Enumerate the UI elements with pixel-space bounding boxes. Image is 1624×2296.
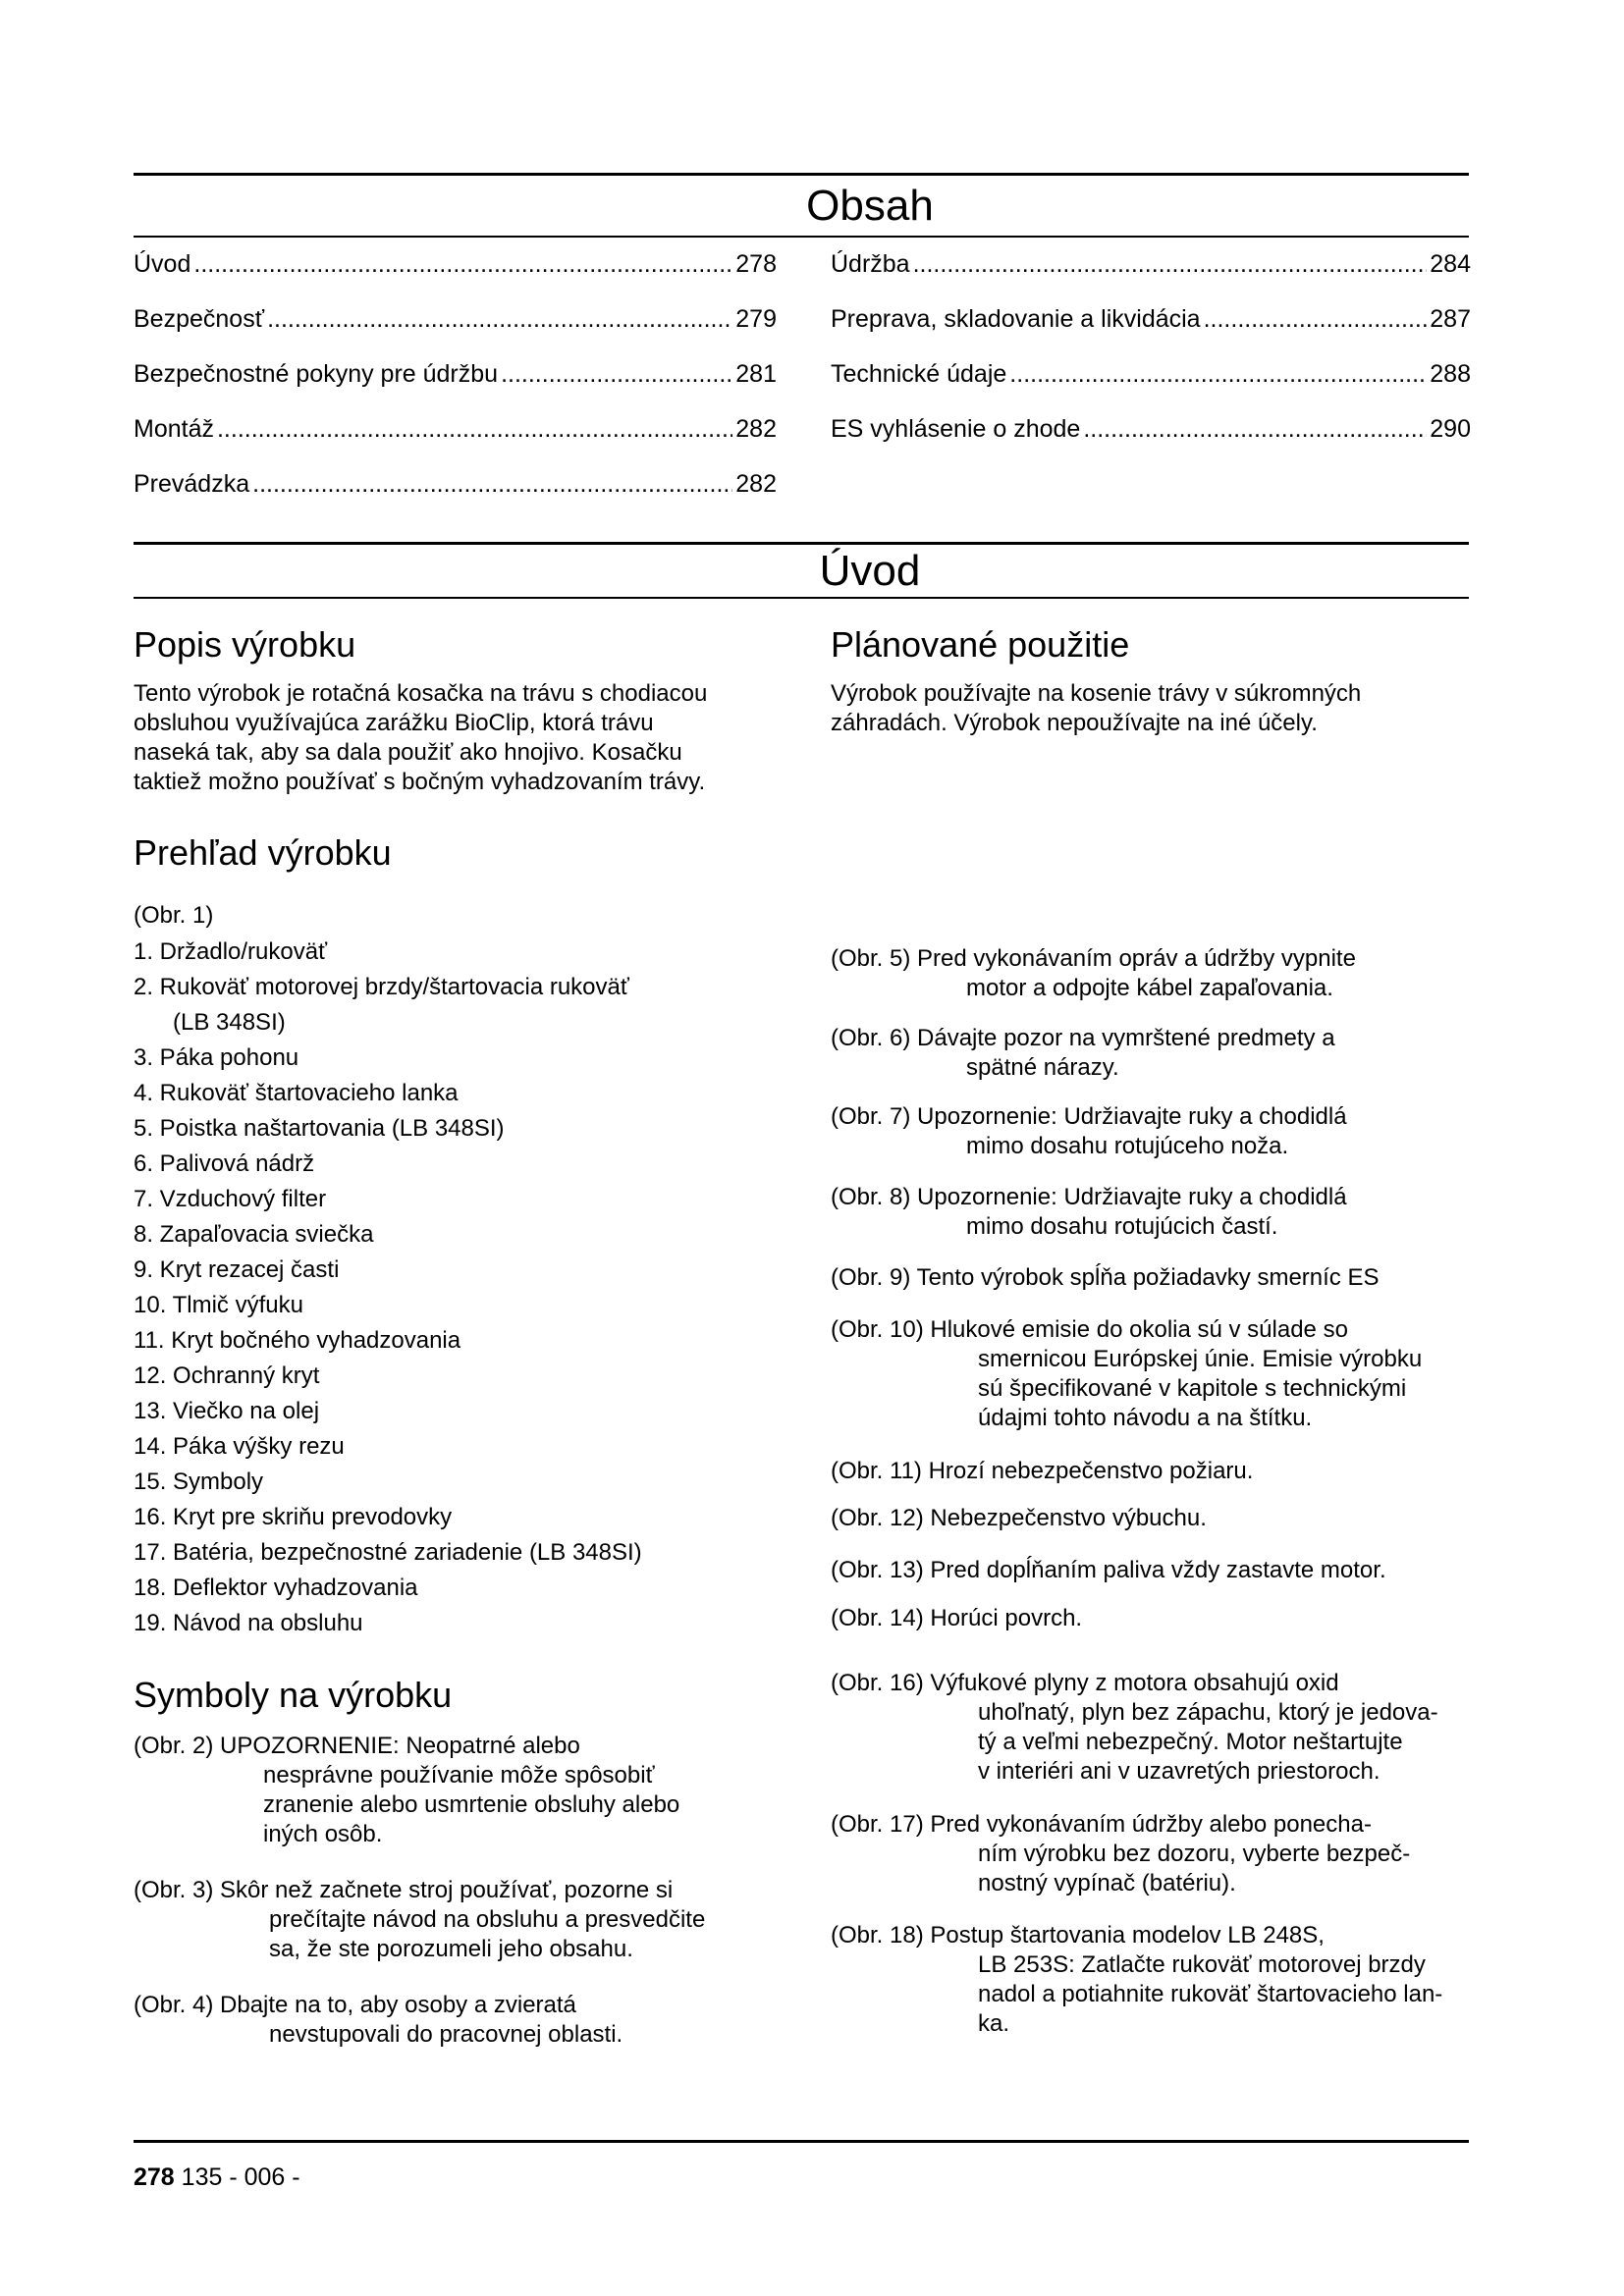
- symbol-entry: [831, 944, 1356, 1003]
- list-item: 19. Návod na obsluhu: [134, 1610, 363, 1636]
- symbol-entry-lead: (Obr. 12) Nebezpečenstvo výbuchu.: [831, 1505, 1207, 1531]
- text-line: taktiež možno používať s bočným vyhadzovaním trávy.: [134, 769, 706, 795]
- intro-title: Úvod: [819, 547, 921, 595]
- symbol-entry-line: nesprávne používanie môže spôsobiť: [263, 1762, 655, 1789]
- symbol-entry-lead: (Obr. 5) Pred vykonávaním opráv a údržby vypnite: [831, 945, 1356, 972]
- planovane-heading: Plánované použitie: [831, 624, 1130, 665]
- symbol-entry: [831, 1024, 1335, 1083]
- toc-leader-dots: [1009, 360, 1427, 389]
- toc-entry: [831, 305, 1471, 360]
- symbol-entry-line: nostný vypínač (batériu).: [978, 1870, 1236, 1896]
- toc-entry-title: ES vyhlásenie o zhode: [831, 415, 1081, 443]
- symbol-entry-line: sa, že ste porozumeli jeho obsahu.: [269, 1936, 633, 1962]
- list-item: 10. Tlmič výfuku: [134, 1292, 303, 1318]
- toc-entry-title: Bezpečnosť: [134, 305, 265, 333]
- toc-entry: [134, 470, 777, 525]
- list-item: 13. Viečko na olej: [134, 1398, 320, 1424]
- intro-top-rule: [134, 542, 1469, 545]
- toc-entry-page: 281: [735, 360, 777, 388]
- footer-rule: [134, 2140, 1469, 2143]
- symbol-entry: [831, 1315, 1422, 1433]
- symbol-entry-lead: (Obr. 17) Pred vykonávaním údržby alebo ponecha-: [831, 1811, 1372, 1838]
- toc-entry-page: 282: [735, 470, 777, 498]
- symbol-entry-lead: (Obr. 18) Postup štartovania modelov LB 248S,: [831, 1922, 1325, 1949]
- toc-entry-page: 288: [1430, 360, 1471, 388]
- symbol-entry-line: motor a odpojte kábel zapaľovania.: [966, 975, 1333, 1001]
- list-item: 2. Rukoväť motorovej brzdy/štartovacia rukoväť: [134, 974, 629, 1000]
- list-item: 14. Páka výšky rezu: [134, 1433, 345, 1460]
- toc-entry: [134, 415, 777, 470]
- symbol-entry-line: nadol a potiahnite rukoväť štartovacieho lan-: [978, 1981, 1443, 2007]
- toc-left-column: [134, 250, 777, 525]
- symbol-entry: [831, 1183, 1347, 1242]
- toc-entry: [831, 250, 1471, 305]
- symbol-entry: [831, 1457, 1253, 1486]
- list-item: 7. Vzduchový filter: [134, 1186, 327, 1212]
- symbol-entry: [831, 1669, 1438, 1787]
- toc-leader-dots: [1204, 305, 1428, 334]
- toc-entry: [134, 250, 777, 305]
- list-item: 6. Palivová nádrž: [134, 1150, 315, 1177]
- list-item: 4. Rukoväť štartovacieho lanka: [134, 1080, 459, 1106]
- toc-entry-page: 282: [735, 415, 777, 443]
- toc-entry-page: 290: [1430, 415, 1471, 443]
- toc-title: Obsah: [806, 182, 934, 230]
- toc-leader-dots: [913, 250, 1428, 279]
- toc-entry-page: 279: [735, 305, 777, 333]
- symboly-heading: Symboly na výrobku: [134, 1675, 453, 1715]
- toc-entry: [134, 305, 777, 360]
- symbol-entry: [831, 1810, 1410, 1898]
- symbol-entry-line: nevstupovali do pracovnej oblasti.: [269, 2021, 623, 2048]
- symbol-entry-line: údajmi tohto návodu a na štítku.: [978, 1405, 1313, 1431]
- toc-leader-dots: [267, 305, 732, 334]
- symbol-entry: [831, 1263, 1379, 1293]
- toc-entry-title: Prevádzka: [134, 470, 250, 498]
- list-item: 8. Zapaľovacia sviečka: [134, 1221, 374, 1248]
- toc-leader-dots: [217, 415, 732, 444]
- prehlad-list: [134, 937, 642, 1644]
- prehlad-ref: (Obr. 1): [134, 902, 214, 929]
- symbol-entry-lead: (Obr. 9) Tento výrobok spĺňa požiadavky smerníc ES: [831, 1264, 1380, 1291]
- toc-entry-title: Preprava, skladovanie a likvidácia: [831, 305, 1201, 333]
- list-item: 18. Deflektor vyhadzovania: [134, 1575, 418, 1601]
- symbol-entry-line: mimo dosahu rotujúcich častí.: [966, 1213, 1278, 1240]
- symbol-entry-line: smernicou Európskej únie. Emisie výrobku: [978, 1346, 1423, 1372]
- toc-entry: [831, 360, 1471, 415]
- symbol-entry-lead: (Obr. 7) Upozornenie: Udržiavajte ruky a chodidlá: [831, 1103, 1347, 1130]
- list-item: 5. Poistka naštartovania (LB 348SI): [134, 1115, 505, 1142]
- symbol-entry-line: ním výrobku bez dozoru, vyberte bezpeč-: [978, 1841, 1411, 1867]
- list-item: 16. Kryt pre skriňu prevodovky: [134, 1504, 453, 1530]
- list-item: 11. Kryt bočného vyhadzovania: [134, 1327, 461, 1354]
- toc-entry-title: Bezpečnostné pokyny pre údržbu: [134, 360, 499, 388]
- toc-entry: [134, 360, 777, 415]
- symbol-entry-line: prečítajte návod na obsluhu a presvedčite: [269, 1906, 706, 1933]
- symbol-entry-lead: (Obr. 10) Hlukové emisie do okolia sú v súlade so: [831, 1316, 1348, 1343]
- symbol-entry-line: ka.: [978, 2010, 1010, 2037]
- toc-entry-title: Údržba: [831, 250, 910, 278]
- list-item: 17. Batéria, bezpečnostné zariadenie (LB 348SI): [134, 1539, 642, 1566]
- list-item: 15. Symboly: [134, 1468, 264, 1495]
- text-line: naseká tak, aby sa dala použiť ako hnojivo. Kosačku: [134, 739, 682, 766]
- list-item: 1. Držadlo/rukoväť: [134, 938, 328, 965]
- footer: [134, 2163, 300, 2192]
- symbol-entry-line: sú špecifikované v kapitole s technickými: [978, 1375, 1407, 1402]
- symbol-entry-line: spätné nárazy.: [966, 1054, 1119, 1081]
- toc-leader-dots: [501, 360, 732, 389]
- text-line: obsluhou využívajúca zarážku BioClip, ktorá trávu: [134, 710, 654, 736]
- popis-text: [134, 679, 707, 797]
- symbol-entry: [831, 1504, 1207, 1533]
- symbol-entry-line: tý a veľmi nebezpečný. Motor neštartujte: [978, 1729, 1403, 1755]
- planovane-text: [831, 679, 1361, 738]
- symbol-entry: [831, 1921, 1442, 2039]
- toc-entry: [831, 415, 1471, 470]
- symbol-entry: [831, 1102, 1347, 1161]
- symbol-entry-lead: (Obr. 2) UPOZORNENIE: Neopatrné alebo: [134, 1733, 580, 1759]
- toc-leader-dots: [1083, 415, 1427, 444]
- symbol-entry: [134, 1876, 705, 1964]
- doc-code: 135 - 006 -: [181, 2163, 300, 2191]
- toc-entry-title: Montáž: [134, 415, 214, 443]
- list-item: 3. Páka pohonu: [134, 1044, 299, 1071]
- toc-entry-title: Technické údaje: [831, 360, 1007, 388]
- symbol-entry-lead: (Obr. 4) Dbajte na to, aby osoby a zvieratá: [134, 1992, 576, 2018]
- symbol-entry-lead: (Obr. 3) Skôr než začnete stroj používať, pozorne si: [134, 1877, 674, 1903]
- symbol-entry: [831, 1604, 1082, 1633]
- symbol-entry-line: zranenie alebo usmrtenie obsluhy alebo: [263, 1791, 680, 1818]
- symbol-entry: [831, 1556, 1386, 1585]
- list-item: 12. Ochranný kryt: [134, 1362, 320, 1389]
- prehlad-heading: Prehľad výrobku: [134, 832, 392, 873]
- toc-right-column: [831, 250, 1471, 470]
- toc-entry-title: Úvod: [134, 250, 191, 278]
- symbol-entry-lead: (Obr. 11) Hrozí nebezpečenstvo požiaru.: [831, 1458, 1254, 1484]
- symbol-entry: [134, 1732, 679, 1849]
- symbol-entry-lead: (Obr. 8) Upozornenie: Udržiavajte ruky a chodidlá: [831, 1184, 1347, 1210]
- popis-heading: Popis výrobku: [134, 624, 356, 665]
- list-item: 9. Kryt rezacej časti: [134, 1256, 340, 1283]
- toc-leader-dots: [252, 470, 732, 499]
- text-line: Tento výrobok je rotačná kosačka na trávu s chodiacou: [134, 680, 708, 707]
- symbol-entry-line: uhoľnatý, plyn bez zápachu, ktorý je jedova-: [978, 1699, 1438, 1726]
- symbol-entry-lead: (Obr. 16) Výfukové plyny z motora obsahujú oxid: [831, 1670, 1339, 1696]
- page-number: 278: [134, 2163, 175, 2191]
- symbol-entry-line: iných osôb.: [263, 1821, 383, 1847]
- symbol-entry-line: LB 253S: Zatlačte rukoväť motorovej brzdy: [978, 1951, 1426, 1978]
- list-item: (LB 348SI): [173, 1009, 286, 1036]
- symbol-entry-line: v interiéri ani v uzavretých priestoroch.: [978, 1758, 1380, 1785]
- intro-title-rule: [134, 597, 1469, 599]
- toc-entry-page: 278: [735, 250, 777, 278]
- symbol-entry-lead: (Obr. 14) Horúci povrch.: [831, 1605, 1083, 1631]
- symbol-entry-lead: (Obr. 6) Dávajte pozor na vymrštené predmety a: [831, 1025, 1335, 1051]
- top-rule: [134, 173, 1469, 176]
- symbol-entry-line: mimo dosahu rotujúceho noža.: [966, 1133, 1289, 1159]
- toc-entry-page: 284: [1430, 250, 1471, 278]
- text-line: Výrobok používajte na kosenie trávy v súkromných: [831, 680, 1362, 707]
- toc-entry-page: 287: [1430, 305, 1471, 333]
- text-line: záhradách. Výrobok nepoužívajte na iné účely.: [831, 710, 1318, 736]
- toc-title-rule: [134, 236, 1469, 238]
- toc-leader-dots: [193, 250, 732, 279]
- symbol-entry-lead: (Obr. 13) Pred dopĺňaním paliva vždy zastavte motor.: [831, 1557, 1386, 1583]
- symbol-entry: [134, 1991, 623, 2050]
